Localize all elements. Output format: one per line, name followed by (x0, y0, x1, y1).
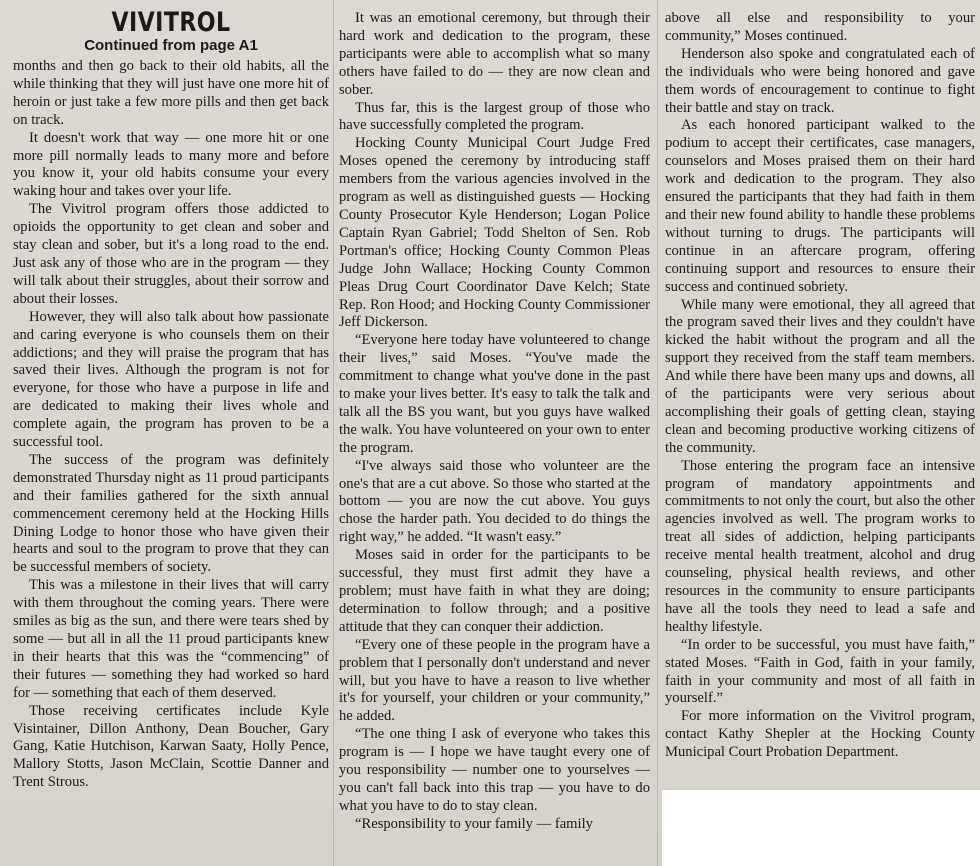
paragraph: months and then go back to their old habits, all the while thinking that they will just have one more hit of heroin or just take a few more pills and then get back on track. (13, 58, 329, 128)
paragraph: This was a milestone in their lives that will carry with them throughout the coming years. There were smiles as big as the sun, and there were tears shed by some — but all in all the 11 proud participants knew in their hearts that this was the “commencing” of their futures — something they had worked so hard for — something that each of them deserved. (13, 577, 329, 701)
paragraph: “The one thing I ask of everyone who takes this program is — I hope we have taught every one of you responsibility — number one to yourselves — you can't fall back into this trap — you have to do what you have to do to stay clean. (339, 726, 650, 814)
continued-line: Continued from page A1 (84, 37, 258, 54)
paragraph: It was an emotional ceremony, but through their hard work and dedication to the program, these participants were able to accomplish what so many others have failed to do — they are now clean and sober. (339, 10, 650, 98)
paragraph: As each honored participant walked to the podium to accept their certificates, case managers, counselors and Moses praised them on their hard work and dedication to the program. They also ensured the participants that they had faith in them and their new found ability to handle these problems without turning to drugs. The participants will continue in an aftercare program, offering continuing support and resources to ensure their success and continued sobriety. (665, 117, 975, 295)
paragraph: For more information on the Vivitrol program, contact Kathy Shepler at the Hocking County Municipal Court Probation Department. (665, 708, 975, 761)
paragraph: above all else and responsibility to your community,” Moses continued. (665, 10, 975, 44)
paragraph: It doesn't work that way — one more hit or one more pill normally leads to many more and before you know it, your old habits consume your every waking hour and takes over your life. (13, 129, 329, 200)
paragraph: Those entering the program face an intensive program of mandatory appointments and commitments to not only the court, but also the other agencies involved as well. The program works to treat all sides of addiction, helping participants receive mental health treatment, alcohol and drug counseling, physical health reviews, and other resources in the community to ensure participants have all the tools they need to lead a safe and healthy lifestyle. (665, 457, 975, 635)
paragraph: “Responsibility to your family — family (355, 815, 593, 832)
article-column-1 (13, 0, 329, 866)
paragraph: While many were emotional, they all agreed that the program saved their lives and they couldn't have kicked the habit without the program and all the support they received from the staff team members. And while there have been many ups and downs, all of the participants were very serious about accomplishing their goals of getting clean, staying clean and becoming productive working citizens of the community. (665, 296, 975, 456)
headline: VIVITROL (111, 7, 231, 38)
paragraph: “I've always said those who volunteer are the one's that are a cut above. So those who started at the bottom — you are now the cut above. You guys chose the harder path. You decided to do things the right way,” he added. “It wasn't easy.” (339, 457, 650, 546)
paragraph: “Everyone here today have volunteered to change their lives,” said Moses. “You've made the commitment to change what you've done in the past to make your lives better. It's easy to talk the talk and talk all the BS you want, but you guys have walked the walk. You have volunteered on your own to enter the program. (339, 332, 650, 456)
blank-area (662, 790, 980, 866)
article-column-3 (665, 10, 975, 866)
paragraph: “In order to be successful, you must have faith,” stated Moses. “Faith in God, faith in your family, faith in your community and most of all faith in yourself.” (665, 636, 975, 707)
paragraph: Moses said in order for the participants to be successful, they must first admit they have a problem; must have faith in what they are doing; determination to follow through; and a positive attitude that they can conquer their addiction. (339, 547, 650, 635)
paragraph: Those receiving certificates include Kyle Visintainer, Dillon Anthony, Dean Boucher, Gary Gang, Katie Hutchison, Karwan Saaty, Holly Pence, Mallory Stotts, Jason McClain, Scottie Danner and Trent Strous. (13, 702, 329, 791)
column-divider (657, 0, 658, 866)
paragraph: “Every one of these people in the program have a problem that I personally don't understand and never will, but you have to have a reason to live whether it's for yourself, your children or your community,” he added. (339, 636, 650, 725)
paragraph: Hocking County Municipal Court Judge Fred Moses opened the ceremony by introducing staff members from the various agencies involved in the program as well as distinguished guests — Hocking County Prosecutor Kyle Henderson; Logan Police Captain Ryan Gabriel; Todd Shelton of Sen. Rob Portman's office; Hocking County Common Pleas Judge John Wallace; Hocking County Common Pleas Drug Court Coordinator Dave Kelch; State Rep. Ron Hood; and Hocking County Commissioner Jeff Dickerson. (339, 135, 650, 331)
column-divider (333, 0, 334, 866)
paragraph: However, they will also talk about how passionate and caring everyone is who counsels them on their addictions; and they will praise the program that has saved their lives. Although the program is not for everyone, for those who have a purpose in life and are dedicated to making their lives whole and complete again, the program has proven to be a successful tool. (13, 308, 329, 451)
article-column-2 (339, 10, 650, 866)
paragraph: The Vivitrol program offers those addicted to opioids the opportunity to get clean and sober and stay clean and sober, but it's a long road to the end. Just ask any of those who are in the program — they will talk about their struggles, about their sorrow and about their losses. (13, 201, 329, 307)
paragraph: Thus far, this is the largest group of those who have successfully completed the program. (339, 99, 650, 134)
paragraph: The success of the program was definitely demonstrated Thursday night as 11 proud participants and their families gathered for the sixth annual commencement ceremony held at the Hocking Hills Dining Lodge to honor those who have given their hearts and soul to the program to prove that they can be successful members of society. (13, 451, 329, 576)
paragraph: Henderson also spoke and congratulated each of the individuals who were being honored and gave them words of encouragement to continue to fight their battle and stay on track. (665, 45, 975, 116)
